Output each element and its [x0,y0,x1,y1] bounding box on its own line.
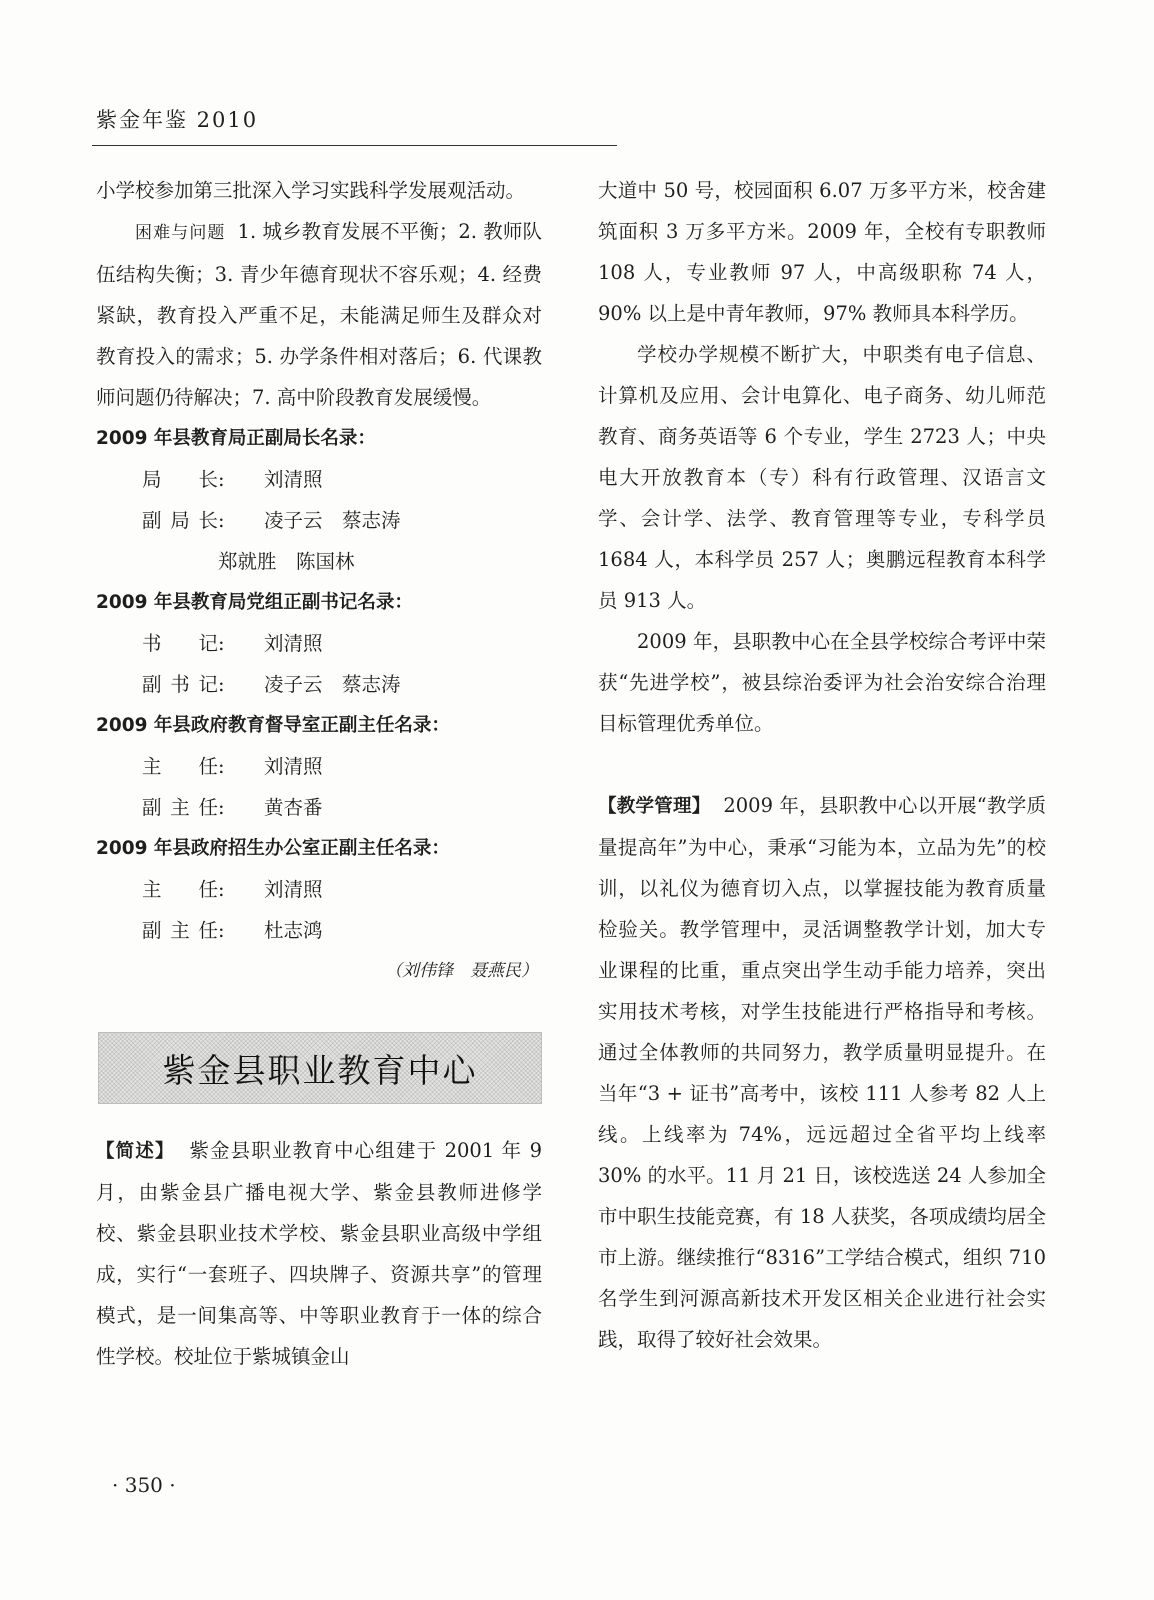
problems-text: 1. 城乡教育发展不平衡；2. 教师队伍结构失衡；3. 青少年德育现状不容乐观；4. 经费紧缺，教育投入严重不足，未能满足师生及群众对教育投入的需求；5. 办学条件相对落后；6. 代课教师问题仍待解决；7. 高中阶段教育发展缓慢。 [96,220,543,409]
roster-enrollment-heading: 2009 年县政府招生办公室正副主任名录： [96,838,450,859]
roster-name: 刘清照 [264,755,323,778]
running-header: 紫金年鉴 2010 [96,108,259,132]
roster-name: 刘清照 [264,468,323,491]
scale-paragraph: 学校办学规模不断扩大，中职类有电子信息、计算机及应用、会计电算化、电子商务、幼儿师范教育、商务英语等 6 个专业，学生 2723 人；中央电大开放教育本（专）科有行政管理、汉语言文学、会计学、法学、教育管理等专业，专科学员 1684 人，本科学员 257 人；奥鹏远程教育本科学员 913 人。 [598,343,1046,612]
roster-name: 杜志鸿 [264,919,323,942]
roster-name: 凌子云 蔡志涛 [264,673,401,696]
roster-label: 副局长: [142,509,225,532]
section-title: 紫金县职业教育中心 [162,1050,478,1090]
roster-label: 主 任: [142,755,225,778]
roster-row [96,910,542,951]
overview-paragraph [96,1130,542,1377]
roster-label: 副主任: [142,796,225,819]
section-title-banner [98,1032,542,1104]
roster-name: 刘清照 [264,878,323,901]
roster-row [96,500,542,541]
paragraph-gap [598,744,1046,785]
roster-row [96,459,542,500]
roster-supervision-heading: 2009 年县政府教育督导室正副主任名录： [96,715,450,736]
right-column [598,170,1046,1360]
roster-name: 郑就胜 陈国林 [218,550,355,573]
roster-label: 副主任: [142,919,225,942]
roster-label: 副书记: [142,673,225,696]
teaching-text: 2009 年，县职教中心以开展“教学质量提高年”为中心，秉承“习能为本，立品为先”的校训，以礼仪为德育切入点，以掌握技能为教育质量检验关。教学管理中，灵活调整教学计划，加大专业课程的比重，重点突出学生动手能力培养，突出实用技术考核，对学生技能进行严格指导和考核。通过全体教师的共同努力，教学质量明显提升。在当年“3 + 证书”高考中，该校 111 人参考 82 人上线。上线率为 74%，远远超过全省平均上线率 30% 的水平。11 月 21 日，该校选送 24 人参加全市中职生技能竞赛，有 18 人获奖，各项成绩均居全市上游。继续推行“8316”工学结合模式，组织 710 名学生到河源高新技术开发区相关企业进行社会实践，取得了较好社会效果。 [598,794,1046,1351]
roster-party-heading: 2009 年县教育局党组正副书记名录： [96,592,413,613]
roster-label: 局 长: [142,468,225,491]
roster-name: 刘清照 [264,632,323,655]
intro-continuation: 小学校参加第三批深入学习实践科学发展观活动。 [96,179,526,202]
roster-bureau-heading: 2009 年县教育局正副局长名录： [96,428,376,449]
roster-label: 主 任: [142,878,225,901]
roster-row [96,623,542,664]
overview-tag: 【简述】 [96,1141,175,1162]
overview-continuation: 大道中 50 号，校园面积 6.07 万多平方米，校舍建筑面积 3 万多平方米。2009 年，全校有专职教师 108 人，专业教师 97 人，中高级职称 74 人，90% 以上是中青年教师，97% 教师具本科学历。 [598,179,1046,325]
roster-name: 凌子云 蔡志涛 [264,509,401,532]
roster-label: 书 记: [142,632,225,655]
overview-text: 紫金县职业教育中心组建于 2001 年 9 月，由紫金县广播电视大学、紫金县教师进修学校、紫金县职业技术学校、紫金县职业高级中学组成，实行“一套班子、四块牌子、资源共享”的管理模式，是一间集高等、中等职业教育于一体的综合性学校。校址位于紫城镇金山 [96,1139,542,1368]
header-rule [92,145,617,146]
roster-row [96,787,542,828]
teaching-tag: 【教学管理】 [598,796,711,817]
roster-row [96,746,542,787]
roster-row [96,869,542,910]
roster-row [96,541,542,582]
left-column [96,170,542,1377]
page-number: · 350 · [112,1473,176,1497]
roster-name: 黄杏番 [264,796,323,819]
roster-row [96,664,542,705]
author-credit: （刘伟锋 聂燕民） [385,961,538,981]
problems-label: 困难与问题 [135,223,226,243]
teaching-paragraph [598,785,1046,1360]
award-paragraph: 2009 年，县职教中心在全县学校综合考评中荣获“先进学校”，被县综治委评为社会治安综合治理目标管理优秀单位。 [598,630,1046,735]
problems-paragraph [96,211,542,418]
